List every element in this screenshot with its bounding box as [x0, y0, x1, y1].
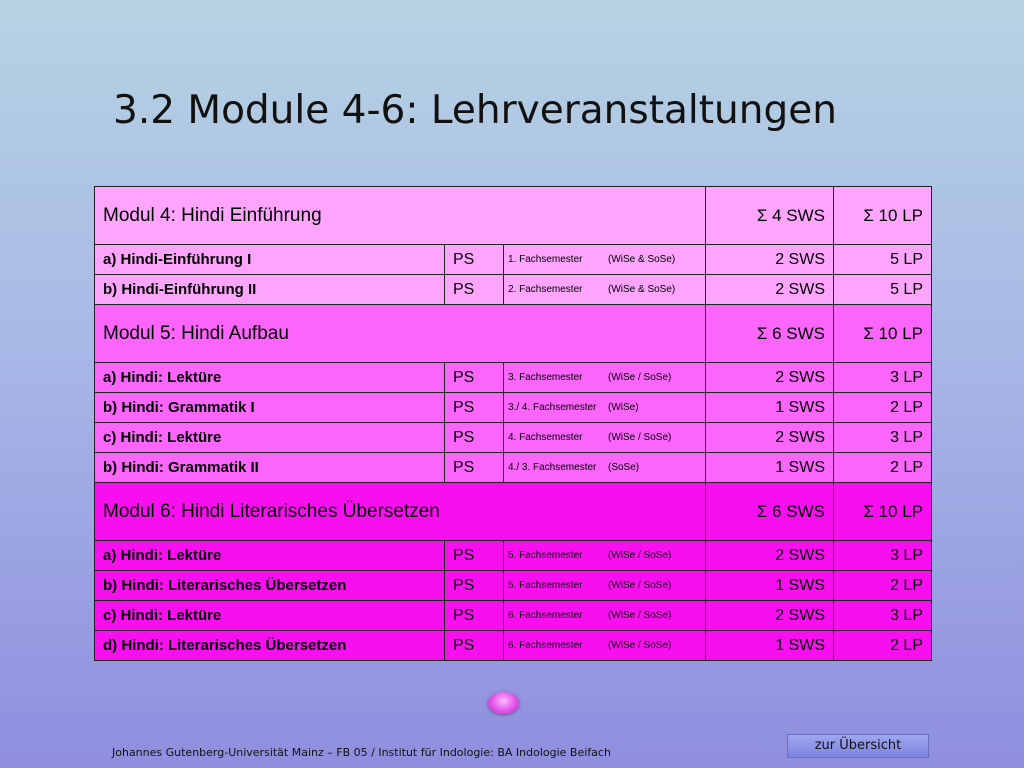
course-semester: [504, 631, 706, 661]
term-label: (WiSe / SoSe): [608, 640, 672, 651]
term-label: (WiSe & SoSe): [608, 254, 676, 265]
course-sws: 2 SWS: [706, 541, 834, 571]
course-sws: 2 SWS: [706, 601, 834, 631]
course-type: PS: [445, 541, 504, 571]
semester-label: 2. Fachsemester: [508, 284, 583, 295]
course-name: b) Hindi: Grammatik I: [95, 393, 445, 423]
course-row: [95, 541, 932, 571]
semester-label: 4. Fachsemester: [508, 432, 583, 443]
course-semester: [504, 453, 706, 483]
module-title: Modul 5: Hindi Aufbau: [95, 305, 706, 363]
course-semester: [504, 541, 706, 571]
course-lp: 3 LP: [834, 601, 932, 631]
course-type: PS: [445, 601, 504, 631]
course-sws: 1 SWS: [706, 631, 834, 661]
module-header-row: [95, 305, 932, 363]
semester-label: 4./ 3. Fachsemester: [508, 462, 597, 473]
course-semester: [504, 571, 706, 601]
course-semester: [504, 275, 706, 305]
semester-label: 5. Fachsemester: [508, 550, 583, 561]
course-row: [95, 245, 932, 275]
module-sws-total: Σ 4 SWS: [706, 187, 834, 245]
module-header-row: [95, 187, 932, 245]
term-label: (WiSe / SoSe): [608, 550, 672, 561]
course-row: [95, 631, 932, 661]
slide-title: 3.2 Module 4-6: Lehrveranstaltungen: [113, 88, 837, 133]
course-type: PS: [445, 453, 504, 483]
semester-label: 6. Fachsemester: [508, 640, 583, 651]
course-semester: [504, 245, 706, 275]
semester-label: 6. Fachsemester: [508, 610, 583, 621]
module-sws-total: Σ 6 SWS: [706, 483, 834, 541]
module-title: Modul 6: Hindi Literarisches Übersetzen: [95, 483, 706, 541]
course-lp: 3 LP: [834, 423, 932, 453]
module-title: Modul 4: Hindi Einführung: [95, 187, 706, 245]
course-lp: 5 LP: [834, 275, 932, 305]
course-sws: 2 SWS: [706, 363, 834, 393]
course-sws: 2 SWS: [706, 423, 834, 453]
course-name: b) Hindi-Einführung II: [95, 275, 445, 305]
course-row: [95, 601, 932, 631]
course-name: a) Hindi: Lektüre: [95, 363, 445, 393]
course-row: [95, 571, 932, 601]
course-name: b) Hindi: Grammatik II: [95, 453, 445, 483]
term-label: (WiSe / SoSe): [608, 610, 672, 621]
module-lp-total: Σ 10 LP: [834, 305, 932, 363]
term-label: (WiSe & SoSe): [608, 284, 676, 295]
course-semester: [504, 363, 706, 393]
course-sws: 1 SWS: [706, 571, 834, 601]
course-name: a) Hindi-Einführung I: [95, 245, 445, 275]
course-lp: 2 LP: [834, 393, 932, 423]
semester-label: 1. Fachsemester: [508, 254, 583, 265]
term-label: (WiSe / SoSe): [608, 580, 672, 591]
course-lp: 2 LP: [834, 453, 932, 483]
course-row: [95, 453, 932, 483]
course-type: PS: [445, 631, 504, 661]
course-type: PS: [445, 275, 504, 305]
course-row: [95, 275, 932, 305]
footer-text: Johannes Gutenberg-Universität Mainz – FB 05 / Institut für Indologie: BA Indologie Beifach: [112, 746, 611, 759]
overview-button[interactable]: zur Übersicht: [787, 734, 929, 758]
course-name: c) Hindi: Lektüre: [95, 423, 445, 453]
course-type: PS: [445, 245, 504, 275]
nav-dot-button[interactable]: [488, 692, 519, 714]
course-semester: [504, 393, 706, 423]
course-lp: 3 LP: [834, 541, 932, 571]
course-name: b) Hindi: Literarisches Übersetzen: [95, 571, 445, 601]
course-lp: 3 LP: [834, 363, 932, 393]
course-sws: 1 SWS: [706, 393, 834, 423]
course-lp: 2 LP: [834, 571, 932, 601]
course-row: [95, 423, 932, 453]
course-type: PS: [445, 423, 504, 453]
term-label: (WiSe / SoSe): [608, 432, 672, 443]
modules-table: [94, 186, 932, 661]
course-semester: [504, 423, 706, 453]
course-name: a) Hindi: Lektüre: [95, 541, 445, 571]
module-sws-total: Σ 6 SWS: [706, 305, 834, 363]
course-row: [95, 363, 932, 393]
course-name: d) Hindi: Literarisches Übersetzen: [95, 631, 445, 661]
course-name: c) Hindi: Lektüre: [95, 601, 445, 631]
course-type: PS: [445, 363, 504, 393]
course-lp: 2 LP: [834, 631, 932, 661]
semester-label: 3./ 4. Fachsemester: [508, 402, 597, 413]
semester-label: 3. Fachsemester: [508, 372, 583, 383]
course-sws: 2 SWS: [706, 245, 834, 275]
course-sws: 1 SWS: [706, 453, 834, 483]
course-sws: 2 SWS: [706, 275, 834, 305]
module-lp-total: Σ 10 LP: [834, 483, 932, 541]
course-semester: [504, 601, 706, 631]
module-lp-total: Σ 10 LP: [834, 187, 932, 245]
module-header-row: [95, 483, 932, 541]
course-row: [95, 393, 932, 423]
course-lp: 5 LP: [834, 245, 932, 275]
term-label: (WiSe): [608, 402, 639, 413]
course-type: PS: [445, 571, 504, 601]
semester-label: 5. Fachsemester: [508, 580, 583, 591]
term-label: (SoSe): [608, 462, 640, 473]
course-type: PS: [445, 393, 504, 423]
term-label: (WiSe / SoSe): [608, 372, 672, 383]
